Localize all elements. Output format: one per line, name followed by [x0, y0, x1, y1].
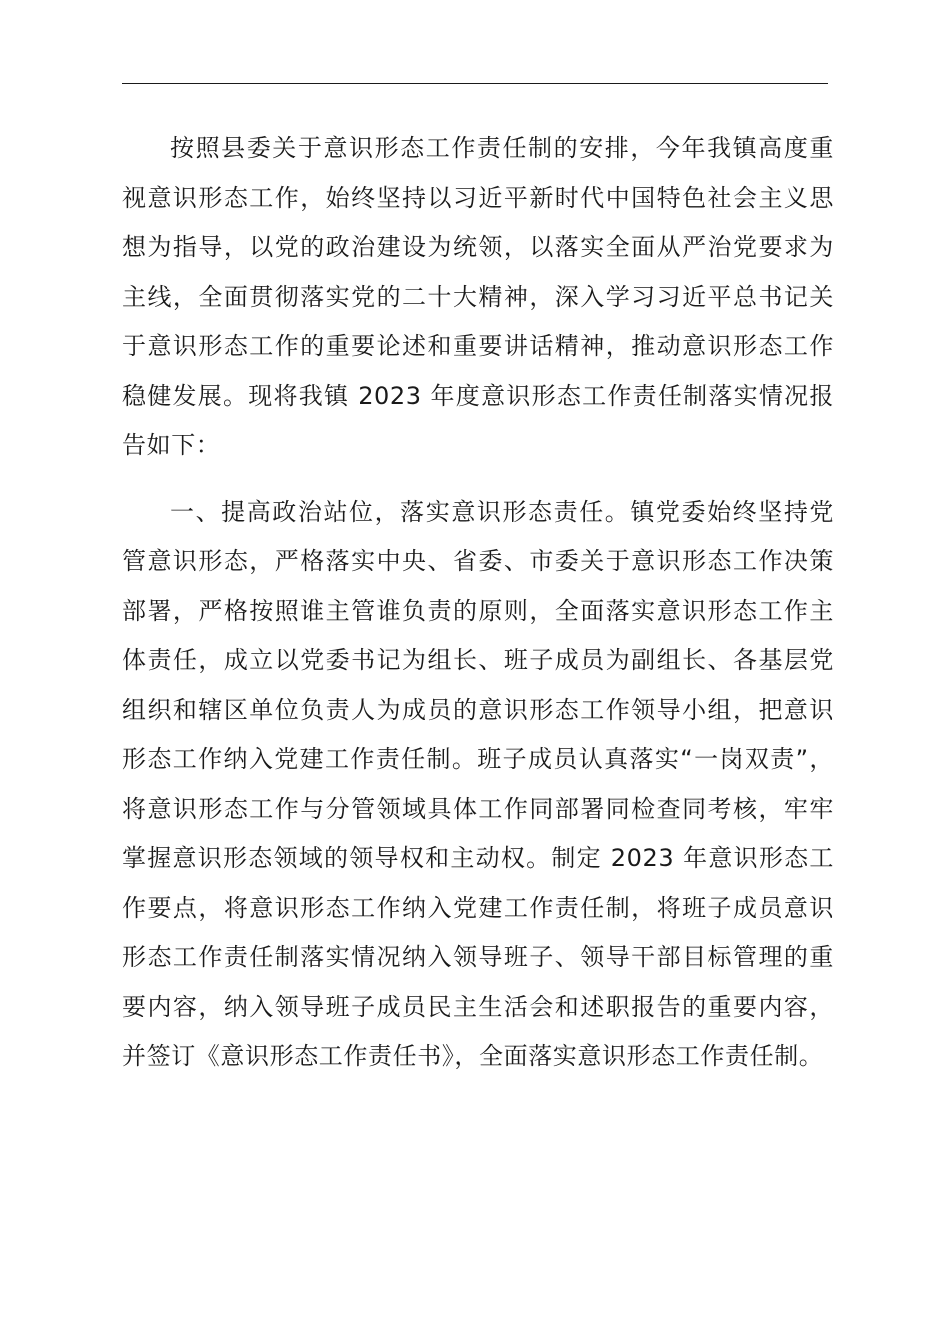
document-body [122, 124, 834, 1082]
header-divider [122, 83, 828, 84]
paragraph-intro: 按照县委关于意识形态工作责任制的安排，今年我镇高度重视意识形态工作，始终坚持以习近平新时代中国特色社会主义思想为指导，以党的政治建设为统领，以落实全面从严治党要求为主线，全面贯彻落实党的二十大精神，深入学习习近平总书记关于意识形态工作的重要论述和重要讲话精神，推动意识形态工作稳健发展。现将我镇 2023 年度意识形态工作责任制落实情况报告如下： [122, 134, 834, 459]
paragraph-section-one: 一、提高政治站位，落实意识形态责任。镇党委始终坚持党管意识形态，严格落实中央、省委、市委关于意识形态工作决策部署，严格按照谁主管谁负责的原则，全面落实意识形态工作主体责任，成立以党委书记为组长、班子成员为副组长、各基层党组织和辖区单位负责人为成员的意识形态工作领导小组，把意识形态工作纳入党建工作责任制。班子成员认真落实“一岗双责”，将意识形态工作与分管领域具体工作同部署同检查同考核，牢牢掌握意识形态领域的领导权和主动权。制定 2023 年意识形态工作要点，将意识形态工作纳入党建工作责任制，将班子成员意识形态工作责任制落实情况纳入领导班子、领导干部目标管理的重要内容，纳入领导班子成员民主生活会和述职报告的重要内容，并签订《意识形态工作责任书》，全面落实意识形态工作责任制。 [122, 497, 834, 1070]
